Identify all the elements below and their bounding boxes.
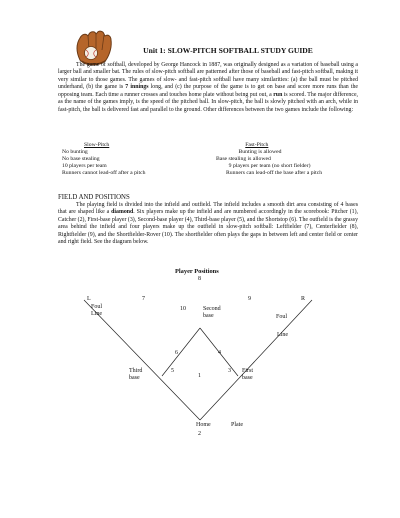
diagram-title: Player Positions: [175, 268, 219, 275]
centerfielder-label: 8: [198, 276, 201, 282]
leftfielder-label: 7: [142, 296, 145, 302]
slow-pitch-cell: No base stealing: [62, 155, 100, 162]
fast-pitch-cell: Runners can lead-off the base after a pitch: [226, 169, 323, 176]
fast-pitch-header: Fast-Pitch: [245, 142, 269, 148]
shortstop-label: 6: [175, 350, 178, 356]
right-line-label: Line: [277, 332, 288, 338]
catcher-label: 2: [198, 431, 201, 437]
slow-pitch-cell: 10 players per team: [62, 162, 107, 169]
page-title: Unit 1: SLOW-PITCH SOFTBALL STUDY GUIDE: [143, 46, 313, 55]
first-base-label: First base: [242, 368, 254, 381]
rightfielder-label: 9: [248, 296, 251, 302]
left-foul-line-label: Foul Line: [91, 304, 103, 317]
slow-pitch-header: Slow-Pitch: [84, 142, 110, 148]
pitcher-label: 1: [198, 373, 201, 379]
third-base-label: Third base: [129, 368, 143, 381]
plate-label: Plate: [231, 422, 243, 428]
section-heading: FIELD AND POSITIONS: [58, 194, 130, 201]
right-marker: R: [301, 296, 306, 302]
home-label: Home: [196, 422, 211, 428]
second-baseman-label: 4: [218, 350, 221, 356]
field-paragraph: The playing field is divided into the infield and outfield. The infield includes a smooth dirt area consisting of 4 bases that are shaped like a diamond. Six players make up the infield and are numbered accordingly in the scorebook: Pitcher (1), Catcher (2), First-base player (3), Second-base player (4), Third-base player (5), and the Shortstop (6). The outfield is the grassy area behind the infield and four players make up the outfield in slow-pitch softball: Leftfielder (7), Centerfielder (8), Rightfielder (9), and the Shortfielder-Rover (10). The shortfielder often plays the gaps in between left and center field or center and right field. See the diagram below.: [58, 202, 358, 246]
slow-pitch-cell: No bunting: [62, 148, 88, 155]
fast-pitch-cell: Bunting is allowed: [238, 148, 282, 155]
left-foul-line: [84, 300, 200, 420]
fast-pitch-cell: Base stealing is allowed: [216, 155, 271, 162]
right-foul-label: Foul: [276, 314, 288, 320]
intro-paragraph: The game of softball, developed by George Hancock in 1887, was originally designed as a variation of baseball using a larger ball and smaller bat. The rules of slow-pitch softball are patterned after those of baseball and fast-pitch softball, making it very similar to those games. The games of slow- and fast-pitch softball have many similarities: (a) the ball must be pitched underhand, (b) the game is 7 innings long, and (c) the purpose of the game is to get on base and score more runs than the opposing team. Each time a runner crosses and touches home plate without being put out, a run is scored. The major difference, as the name of the games imply, is the speed of the pitched ball. In slow-pitch, the ball is slowly pitched with an arch, while in fast-pitch, the ball is delivered fast and parallel to the ground. Other differences between the two games include the following:: [58, 62, 358, 113]
third-baseman-label: 5: [171, 368, 174, 374]
second-to-third-line: [162, 328, 200, 376]
shortfielder-label: 10: [180, 306, 186, 312]
slow-pitch-cell: Runners cannot lead-off after a pitch: [62, 169, 146, 176]
first-baseman-label: 3: [228, 368, 231, 374]
left-marker: L: [87, 296, 91, 302]
fast-pitch-cell: 9 players per team (no short fielder): [228, 162, 311, 169]
second-base-label: Second base: [203, 306, 221, 319]
